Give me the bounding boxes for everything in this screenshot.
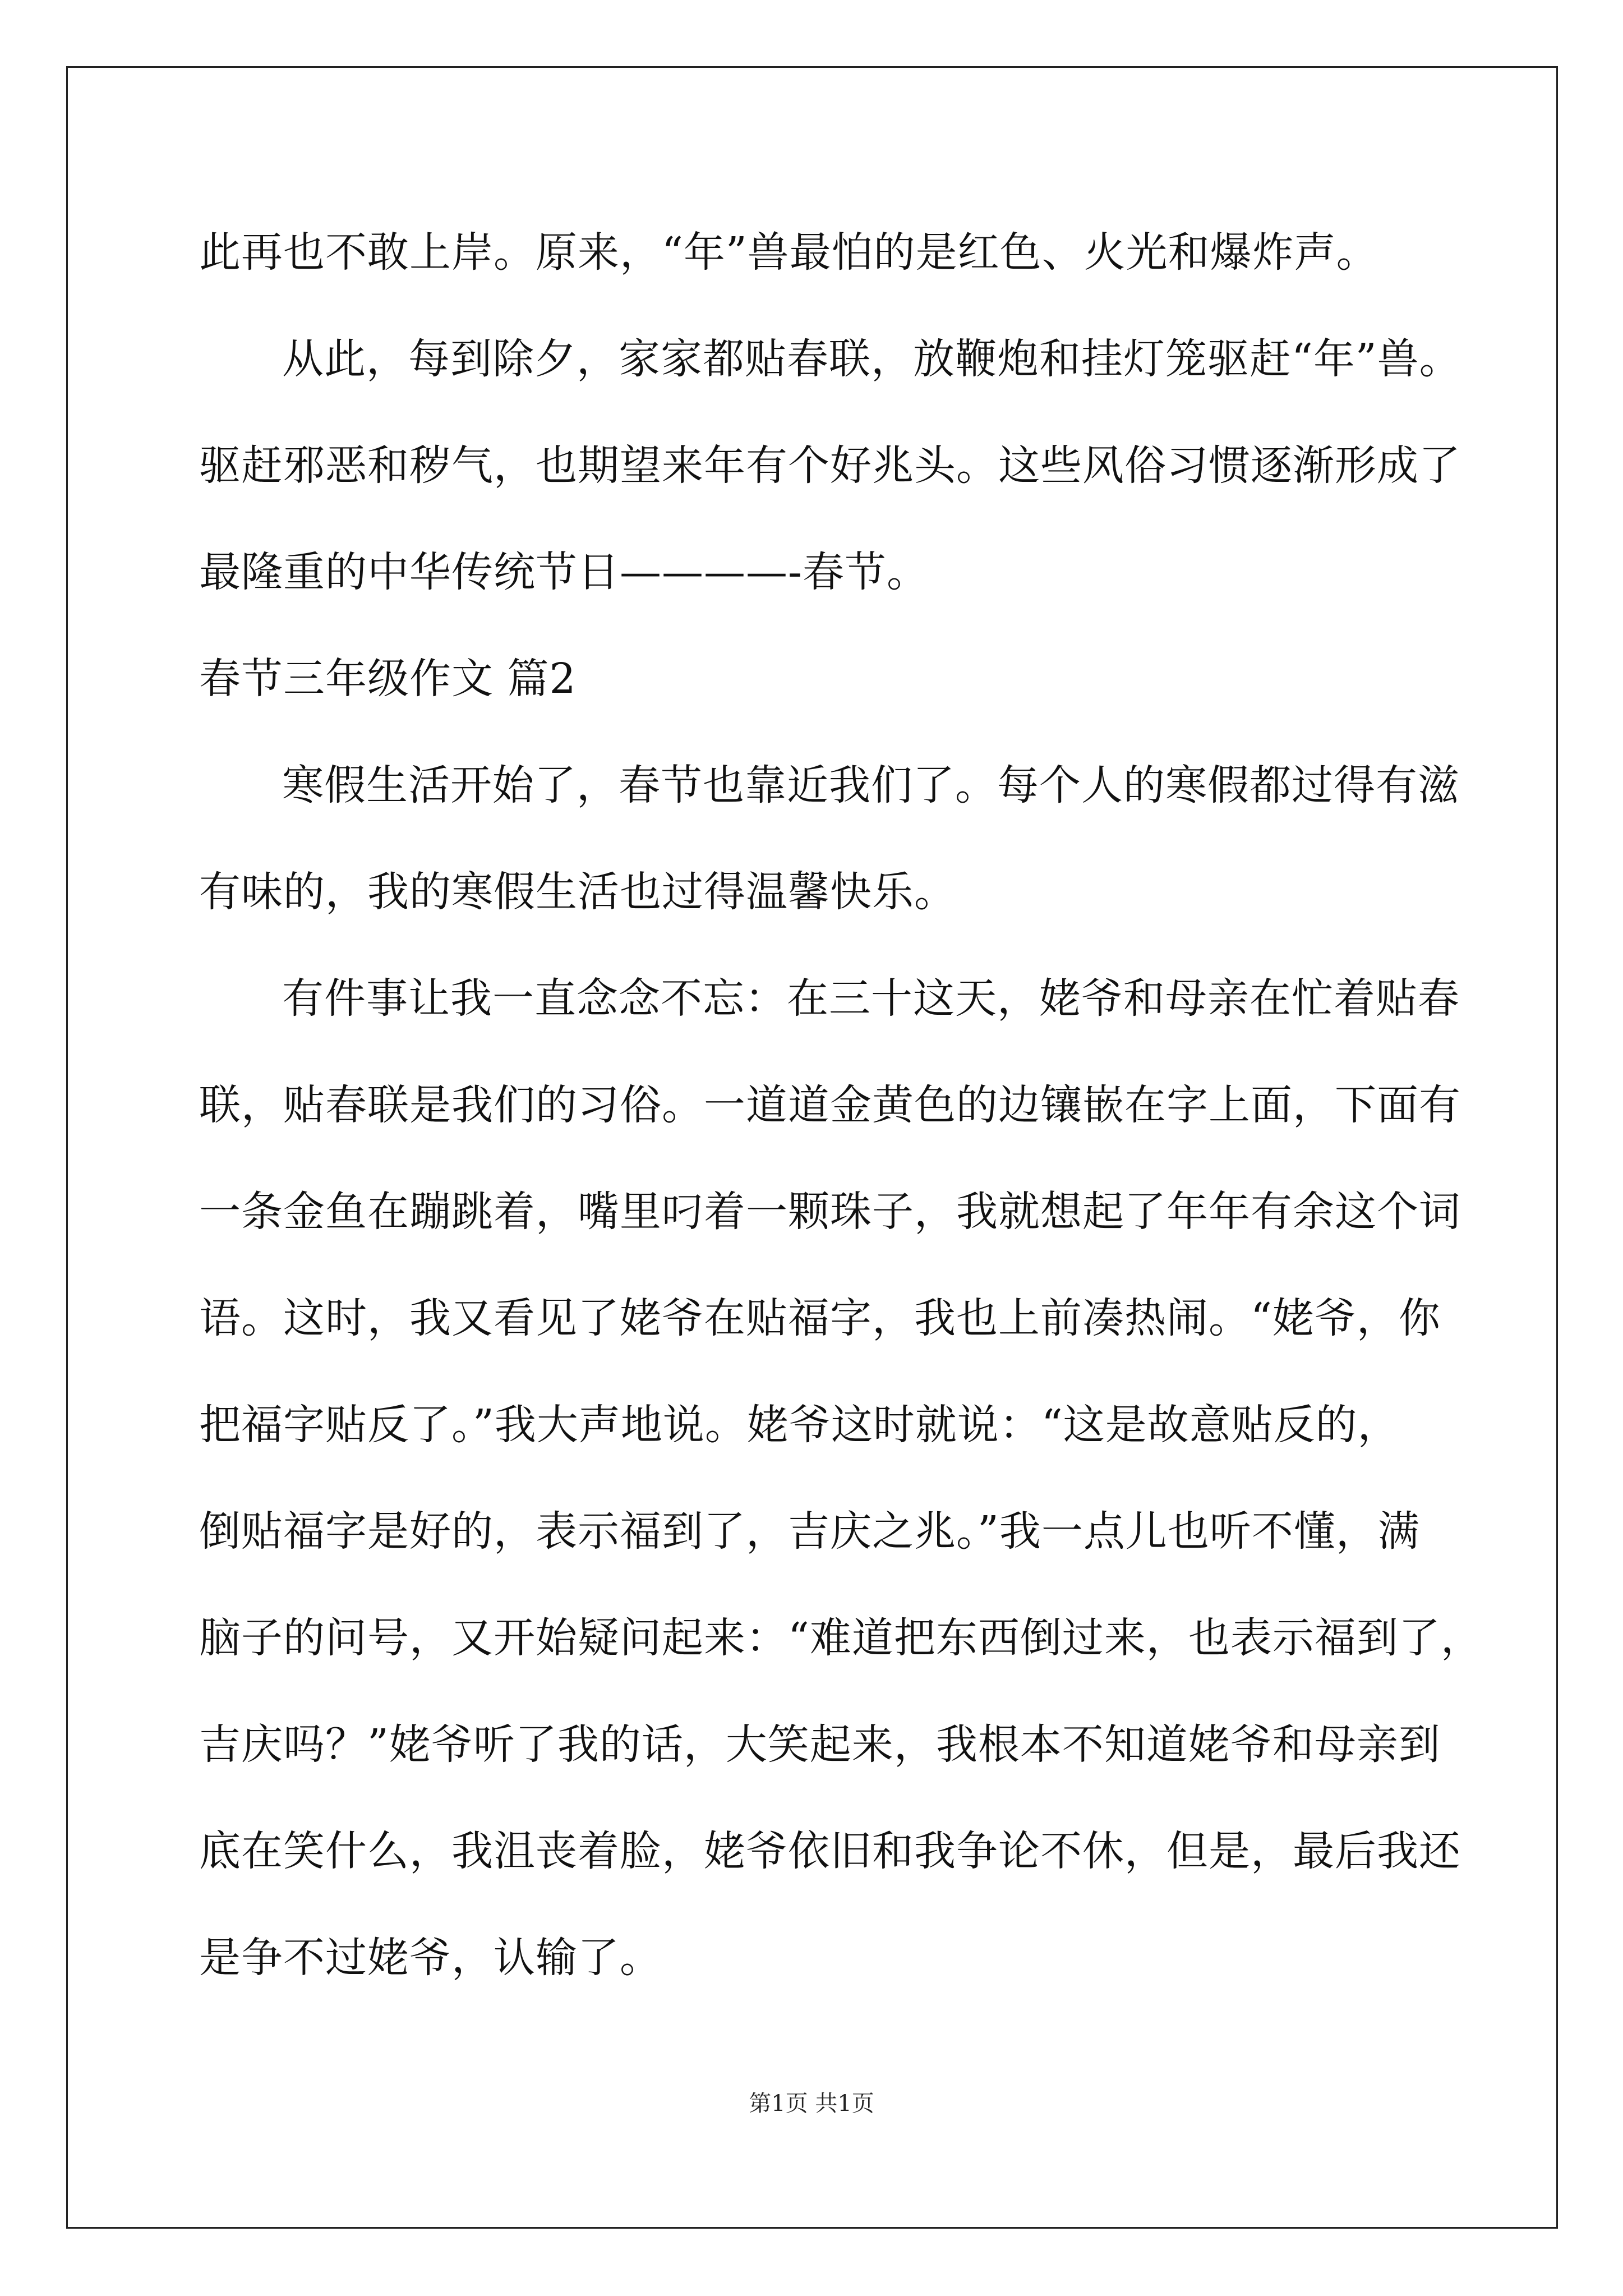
paragraph-line: 有件事让我一直念念不忘：在三十这天，姥爷和母亲在忙着贴春: [282, 974, 1460, 1023]
paragraph-line: 联，贴春联是我们的习俗。一道道金黄色的边镶嵌在字上面，下面有: [199, 1081, 1461, 1129]
section-heading: 春节三年级作文 篇2: [199, 655, 577, 703]
paragraph-line: 此再也不敢上岸。原来，“年”兽最怕的是红色、火光和爆炸声。: [199, 228, 1378, 277]
paragraph-line: 寒假生活开始了，春节也靠近我们了。每个人的寒假都过得有滋: [282, 761, 1460, 809]
paragraph-line: 底在笑什么，我沮丧着脸，姥爷依旧和我争论不休，但是，最后我还: [199, 1827, 1461, 1875]
paragraph-line: 脑子的问号，又开始疑问起来：“难道把东西倒过来，也表示福到了，: [199, 1614, 1483, 1662]
paragraph-line: 是争不过姥爷，认输了。: [199, 1934, 662, 1982]
page-footer: 第1页 共1页: [749, 2091, 874, 2116]
paragraph-line: 有味的，我的寒假生活也过得温馨快乐。: [199, 868, 956, 916]
paragraph-line: 倒贴福字是好的，表示福到了，吉庆之兆。”我一点儿也听不懂，满: [199, 1507, 1420, 1556]
paragraph-line: 吉庆吗？”姥爷听了我的话，大笑起来，我根本不知道姥爷和母亲到: [199, 1720, 1441, 1769]
paragraph-line: 最隆重的中华传统节日————-春节。: [199, 548, 929, 596]
paragraph-line: 把福字贴反了。”我大声地说。姥爷这时就说：“这是故意贴反的，: [199, 1401, 1400, 1449]
paragraph-line: 驱赶邪恶和秽气，也期望来年有个好兆头。这些风俗习惯逐渐形成了: [199, 441, 1461, 490]
document-body: [199, 216, 1483, 2028]
paragraph-line: 从此，每到除夕，家家都贴春联，放鞭炮和挂灯笼驱赶“年”兽。: [282, 335, 1461, 383]
paragraph-line: 一条金鱼在蹦跳着，嘴里叼着一颗珠子，我就想起了年年有余这个词: [199, 1188, 1461, 1236]
paragraph-line: 语。这时，我又看见了姥爷在贴福字，我也上前凑热闹。“姥爷，你: [199, 1294, 1441, 1342]
